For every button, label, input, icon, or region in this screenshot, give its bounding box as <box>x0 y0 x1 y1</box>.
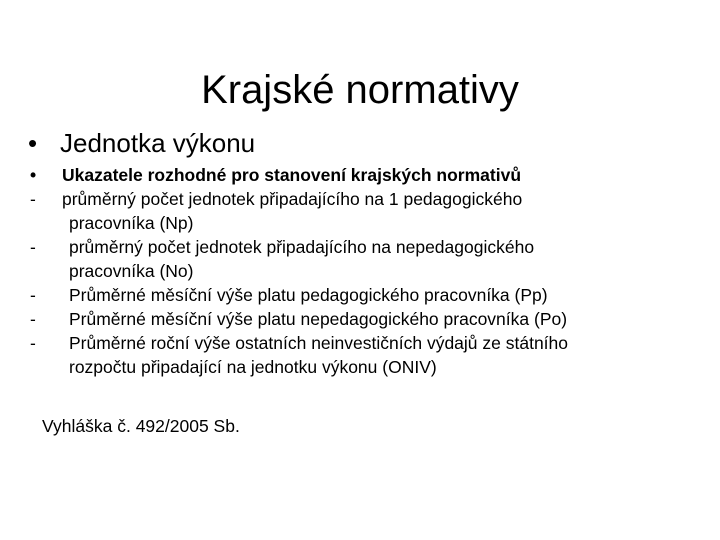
list-item <box>30 331 700 379</box>
bullet-marker: • <box>30 165 37 185</box>
dash-marker: - <box>30 285 36 305</box>
list-item-text: Průměrné měsíční výše platu nepedagogického pracovníka (Po) <box>69 309 568 329</box>
dash-marker: - <box>30 309 36 329</box>
list-item <box>30 187 700 235</box>
bullet-marker: • <box>28 128 38 158</box>
main-bullet <box>28 126 255 160</box>
list-item <box>30 283 700 307</box>
list-item-text: průměrný počet jednotek připadajícího na nepedagogického <box>69 237 535 257</box>
list-item <box>30 163 700 187</box>
list-item-text: Průměrné roční výše ostatních neinvestičních výdajů ze státního <box>69 333 569 353</box>
criteria-list <box>30 163 700 379</box>
list-item-continuation: pracovníka (Np) <box>69 213 194 233</box>
list-item-text: Ukazatele rozhodné pro stanovení krajských normativů <box>62 165 522 185</box>
list-item <box>30 235 700 283</box>
slide-title: Krajské normativy <box>201 68 519 112</box>
dash-marker: - <box>30 237 36 257</box>
list-item-continuation: rozpočtu připadající na jednotku výkonu (ONIV) <box>69 357 437 377</box>
list-item-text: průměrný počet jednotek připadajícího na 1 pedagogického <box>62 189 523 209</box>
legal-reference: Vyhláška č. 492/2005 Sb. <box>42 416 240 436</box>
dash-marker: - <box>30 333 36 353</box>
list-item <box>30 307 700 331</box>
dash-marker: - <box>30 189 36 209</box>
list-item-continuation: pracovníka (No) <box>69 261 194 281</box>
main-bullet-text: Jednotka výkonu <box>60 128 256 158</box>
list-item-text: Průměrné měsíční výše platu pedagogického pracovníka (Pp) <box>69 285 548 305</box>
